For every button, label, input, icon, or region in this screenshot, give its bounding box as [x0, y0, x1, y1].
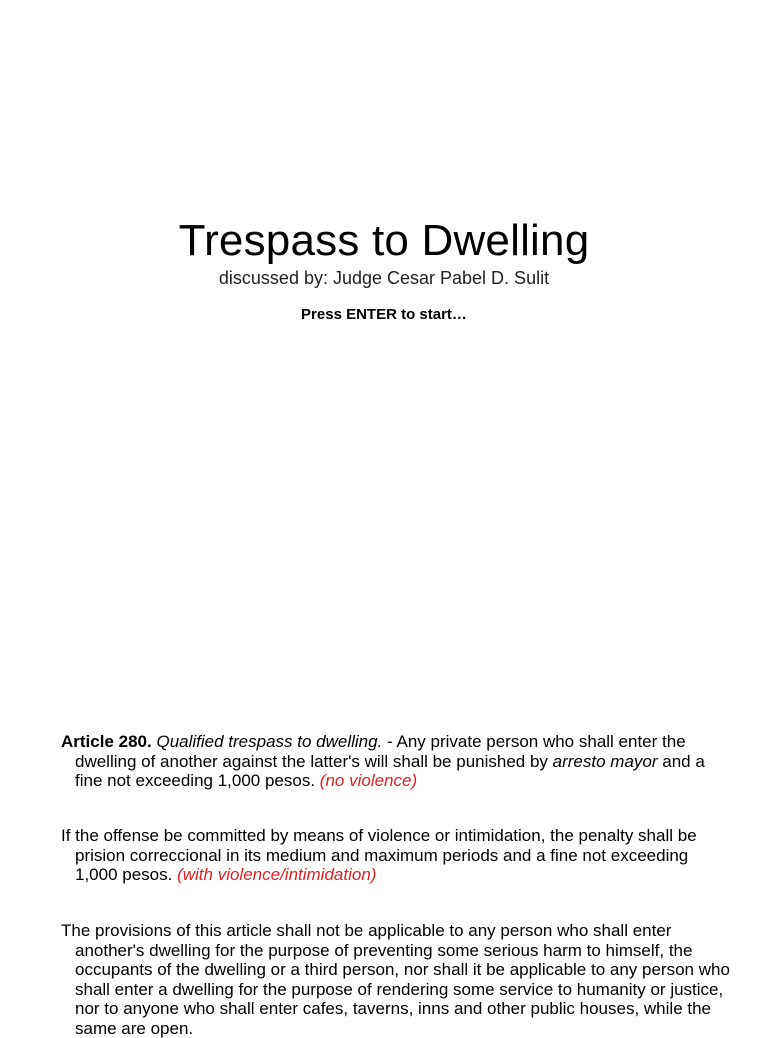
article-number: Article 280.	[61, 732, 152, 751]
article-text-a: - Any private person who shall enter the dwelling of another against the latter's will shall be punished by	[75, 732, 686, 771]
start-hint: Press ENTER to start…	[301, 306, 467, 323]
no-violence-note: (no violence)	[319, 771, 418, 790]
article-paragraph	[61, 732, 735, 791]
exception-text: The provisions of this article shall not be applicable to any person who shall enter another's dwelling for the purpose of preventing some serious harm to himself, the occupants of the dwelling or a third person, nor shall it be applicable to any person who shall enter a dwelling for the purpose of rendering some service to humanity or justice, nor to anyone who shall enter cafes, taverns, inns and other public houses, while the same are open.	[61, 921, 730, 1038]
violence-paragraph	[61, 826, 735, 885]
article-text-b: and a fine not exceeding 1,000 pesos.	[75, 751, 705, 790]
article-heading: Qualified trespass to dwelling.	[156, 732, 383, 751]
exception-paragraph	[61, 921, 735, 1038]
presenter-subtitle: discussed by: Judge Cesar Pabel D. Sulit	[218, 268, 550, 288]
penalty-term: arresto mayor	[552, 751, 658, 771]
slide-title: Trespass to Dwelling	[178, 216, 590, 265]
violence-note: (with violence/intimidation)	[177, 865, 377, 884]
article-slide	[0, 576, 768, 1038]
violence-text: If the offense be committed by means of violence or intimidation, the penalty shall be prision correccional in its medium and maximum periods and a fine not exceeding 1,000 pesos.	[61, 826, 697, 884]
